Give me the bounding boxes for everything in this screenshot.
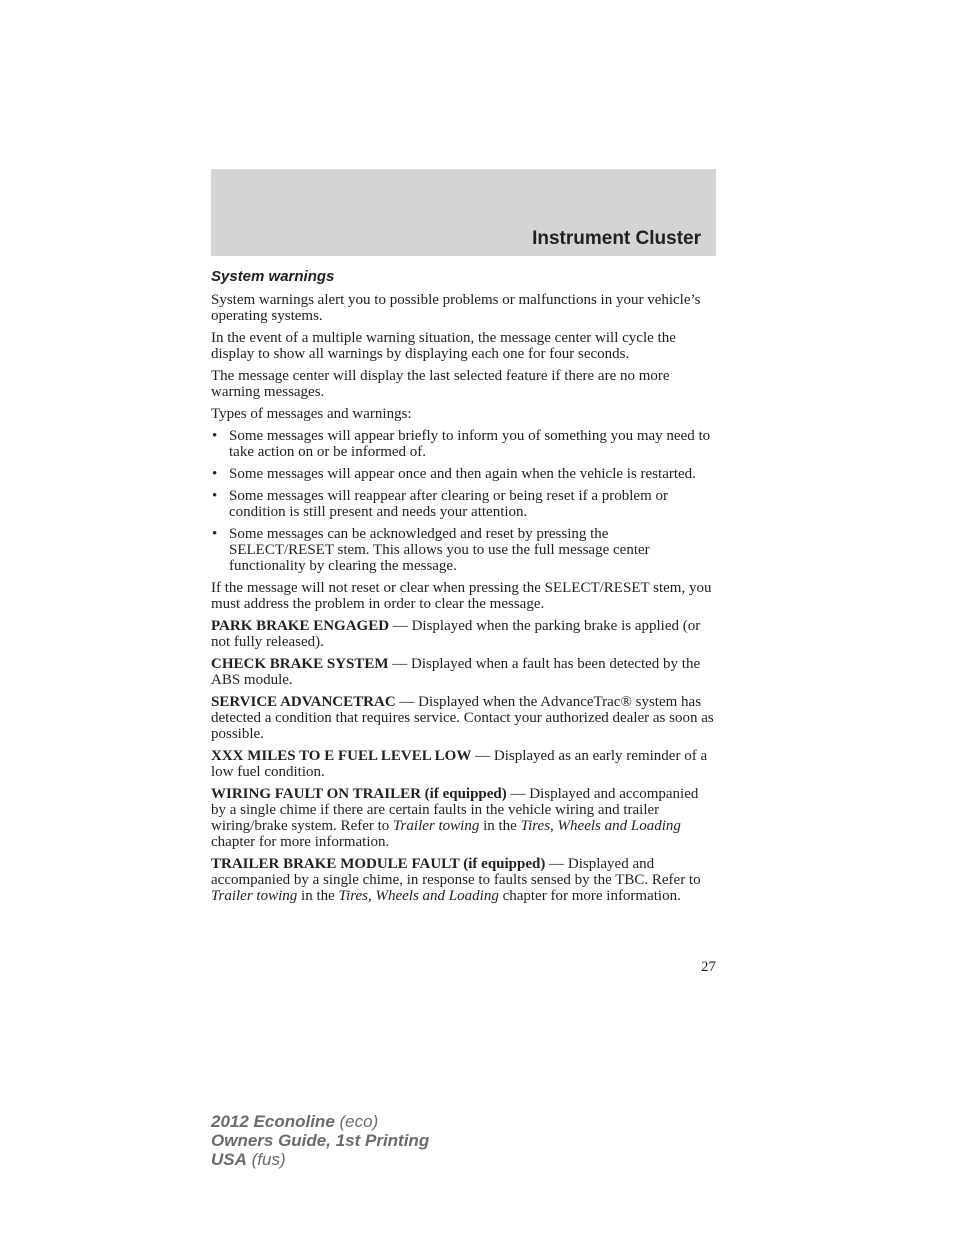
message-description: chapter for more information. [498,888,681,904]
trailer-towing-reference: Trailer towing [393,818,480,834]
reset-paragraph: If the message will not reset or clear when pressing the SELECT/RESET stem, you must address the problem in order to clear the message. [211,580,712,612]
tires-chapter-reference: Tires, Wheels and Loading [520,818,681,834]
message-description: in the [479,818,521,834]
message-types-list [211,428,716,574]
footer-model-code: (eco) [334,1112,379,1131]
footer-model-line [211,1112,429,1131]
footer-market: USA [211,1150,247,1169]
footer-market-code: (fus) [246,1150,286,1169]
section-heading: System warnings [211,268,335,285]
multiple-warning-paragraph: In the event of a multiple warning situation, the message center will cycle the display to show all warnings by displaying each one for four seconds. [211,330,676,362]
types-paragraph: Types of messages and warnings: [211,406,412,422]
message-description: — Displayed when the AdvanceTrac® system has detected a condition that requires service. Contact your authorized dealer as soon as possible. [211,694,714,742]
list-item [211,488,716,520]
message-term: XXX MILES TO E FUEL LEVEL LOW [211,748,472,764]
chapter-header-band [211,169,716,256]
intro-paragraph: System warnings alert you to possible problems or malfunctions in your vehicle’s operating systems. [211,292,701,324]
page-number: 27 [701,959,716,975]
page-content [211,266,716,910]
message-term: WIRING FAULT ON TRAILER (if equipped) [211,786,507,802]
footer-market-line [211,1150,429,1169]
footer-guide: Owners Guide, 1st Printing [211,1131,430,1150]
list-item [211,428,716,460]
chapter-title: Instrument Cluster [532,228,701,249]
message-description: — Displayed and accompanied by a single chime, in response to faults sensed by the TBC. Refer to [211,856,701,888]
list-item-text: Some messages will appear once and then again when the vehicle is restarted. [229,466,696,482]
message-check-brake [211,656,716,688]
message-term: SERVICE ADVANCETRAC [211,694,396,710]
message-term: CHECK BRAKE SYSTEM [211,656,389,672]
list-item-text: Some messages will reappear after clearing or being reset if a problem or condition is still present and needs your attention. [229,488,668,520]
bullet-icon: • [212,526,218,542]
list-item [211,466,716,482]
message-advancetrac [211,694,716,742]
message-description: in the [297,888,339,904]
bullet-icon: • [212,466,218,482]
last-feature-paragraph: The message center will display the last selected feature if there are no more warning messages. [211,368,670,400]
message-park-brake [211,618,716,650]
message-description: — Displayed when a fault has been detected by the ABS module. [211,656,701,688]
message-description: — Displayed when the parking brake is applied (or not fully released). [211,618,701,650]
footer-guide-line [211,1131,429,1150]
message-wiring-fault [211,786,716,850]
message-term: TRAILER BRAKE MODULE FAULT (if equipped) [211,856,546,872]
list-item-text: Some messages will appear briefly to inform you of something you may need to take action on or be informed of. [229,428,711,460]
message-description: — Displayed and accompanied by a single chime if there are certain faults in the vehicle wiring and trailer wiring/brake system. Refer to [211,786,699,834]
list-item [211,526,716,574]
message-description: — Displayed as an early reminder of a low fuel condition. [211,748,708,780]
message-term: PARK BRAKE ENGAGED [211,618,390,634]
publication-footer [211,1112,429,1169]
message-description: chapter for more information. [211,834,390,850]
trailer-towing-reference: Trailer towing [211,888,298,904]
tires-chapter-reference: Tires, Wheels and Loading [338,888,499,904]
footer-model: 2012 Econoline [211,1112,335,1131]
message-fuel-low [211,748,716,780]
bullet-icon: • [212,488,218,504]
list-item-text: Some messages can be acknowledged and reset by pressing the SELECT/RESET stem. This allows you to use the full message center functionality by clearing the message. [229,526,650,574]
bullet-icon: • [212,428,218,444]
message-trailer-brake [211,856,716,904]
